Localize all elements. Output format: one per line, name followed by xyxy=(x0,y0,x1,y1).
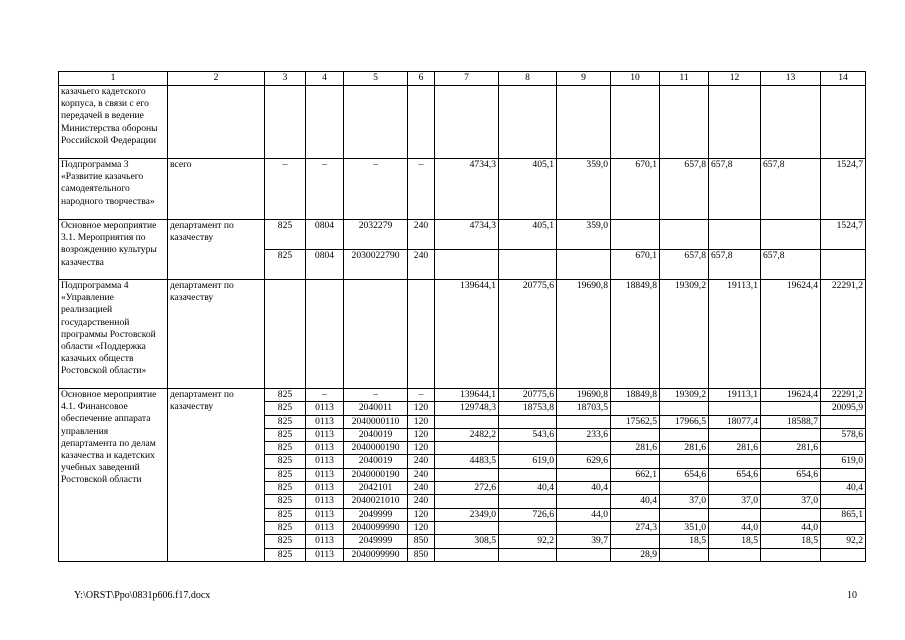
value-cell-10: 17562,5 xyxy=(611,415,660,428)
value-cell-7: 4483,5 xyxy=(435,455,499,468)
header-cell-8: 8 xyxy=(499,72,557,86)
value-cell-5: 2040000190 xyxy=(344,442,408,455)
value-cell-14 xyxy=(821,415,866,428)
value-cell-6: 240 xyxy=(408,250,435,280)
value-cell-7 xyxy=(435,495,499,508)
value-cell-9: 40,4 xyxy=(557,482,611,495)
value-cell-12 xyxy=(709,86,761,159)
value-cell-7: 2482,2 xyxy=(435,428,499,441)
header-cell-7: 7 xyxy=(435,72,499,86)
value-cell-8: 619,0 xyxy=(499,455,557,468)
value-cell-13 xyxy=(761,402,821,415)
value-cell-4: 0113 xyxy=(306,455,344,468)
value-cell-7 xyxy=(435,415,499,428)
value-cell-7 xyxy=(435,468,499,481)
value-cell-3: 825 xyxy=(265,389,306,402)
value-cell-6: 240 xyxy=(408,455,435,468)
value-cell-3: – xyxy=(265,159,306,220)
value-cell-9: 19690,8 xyxy=(557,389,611,402)
header-cell-1: 1 xyxy=(59,72,168,86)
value-cell-13 xyxy=(761,482,821,495)
header-cell-11: 11 xyxy=(660,72,709,86)
value-cell-13 xyxy=(761,220,821,250)
value-cell-3 xyxy=(265,280,306,389)
value-cell-10: 662,1 xyxy=(611,468,660,481)
value-cell-14: 578,6 xyxy=(821,428,866,441)
value-cell-4: 0113 xyxy=(306,468,344,481)
value-cell-8: 726,6 xyxy=(499,508,557,521)
value-cell-5: 2040099990 xyxy=(344,521,408,534)
value-cell-10: 281,6 xyxy=(611,442,660,455)
value-cell-3: 825 xyxy=(265,402,306,415)
value-cell-4 xyxy=(306,86,344,159)
value-cell-12 xyxy=(709,220,761,250)
value-cell-11: 18,5 xyxy=(660,535,709,548)
value-cell-6: 120 xyxy=(408,428,435,441)
header-cell-13: 13 xyxy=(761,72,821,86)
value-cell-5: 2040019 xyxy=(344,455,408,468)
executor-cell: департамент по казачеству xyxy=(168,220,265,280)
header-cell-14: 14 xyxy=(821,72,866,86)
value-cell-9 xyxy=(557,442,611,455)
value-cell-14: 20095,9 xyxy=(821,402,866,415)
value-cell-12 xyxy=(709,428,761,441)
value-cell-7: 129748,3 xyxy=(435,402,499,415)
value-cell-14 xyxy=(821,495,866,508)
value-cell-4: 0113 xyxy=(306,508,344,521)
value-cell-5 xyxy=(344,86,408,159)
value-cell-6: – xyxy=(408,159,435,220)
value-cell-9 xyxy=(557,468,611,481)
value-cell-4: – xyxy=(306,159,344,220)
value-cell-9: 44,0 xyxy=(557,508,611,521)
value-cell-7: 139644,1 xyxy=(435,280,499,389)
value-cell-12: 19113,1 xyxy=(709,389,761,402)
value-cell-12: 657,8 xyxy=(709,159,761,220)
value-cell-10: 18849,8 xyxy=(611,280,660,389)
value-cell-9: 18703,5 xyxy=(557,402,611,415)
value-cell-10 xyxy=(611,535,660,548)
value-cell-14 xyxy=(821,468,866,481)
value-cell-10 xyxy=(611,86,660,159)
value-cell-14 xyxy=(821,548,866,561)
value-cell-14: 92,2 xyxy=(821,535,866,548)
value-cell-6: 120 xyxy=(408,402,435,415)
value-cell-14 xyxy=(821,442,866,455)
value-cell-10: 670,1 xyxy=(611,250,660,280)
value-cell-8 xyxy=(499,250,557,280)
value-cell-9 xyxy=(557,250,611,280)
value-cell-8 xyxy=(499,415,557,428)
value-cell-12 xyxy=(709,548,761,561)
value-cell-9: 39,7 xyxy=(557,535,611,548)
value-cell-4: 0113 xyxy=(306,495,344,508)
value-cell-13: 657,8 xyxy=(761,159,821,220)
value-cell-5: 2042101 xyxy=(344,482,408,495)
value-cell-5: 2049999 xyxy=(344,535,408,548)
value-cell-6: 120 xyxy=(408,415,435,428)
value-cell-7: 139644,1 xyxy=(435,389,499,402)
value-cell-13: 657,8 xyxy=(761,250,821,280)
value-cell-13: 281,6 xyxy=(761,442,821,455)
value-cell-8 xyxy=(499,521,557,534)
value-cell-10 xyxy=(611,508,660,521)
value-cell-8 xyxy=(499,442,557,455)
value-cell-10: 40,4 xyxy=(611,495,660,508)
footer-file-path: Y:\ORST\Ppo\0831p606.f17.docx xyxy=(74,590,211,601)
value-cell-12: 657,8 xyxy=(709,250,761,280)
value-cell-3: 825 xyxy=(265,415,306,428)
value-cell-8: 543,6 xyxy=(499,428,557,441)
value-cell-7: 4734,3 xyxy=(435,159,499,220)
value-cell-3: 825 xyxy=(265,508,306,521)
value-cell-6: 240 xyxy=(408,220,435,250)
value-cell-8: 92,2 xyxy=(499,535,557,548)
value-cell-4: 0113 xyxy=(306,548,344,561)
header-cell-4: 4 xyxy=(306,72,344,86)
value-cell-6 xyxy=(408,280,435,389)
value-cell-14 xyxy=(821,250,866,280)
value-cell-5: 2032279 xyxy=(344,220,408,250)
value-cell-9: 629,6 xyxy=(557,455,611,468)
value-cell-11 xyxy=(660,508,709,521)
value-cell-8 xyxy=(499,495,557,508)
value-cell-3: 825 xyxy=(265,482,306,495)
value-cell-3: 825 xyxy=(265,455,306,468)
value-cell-11 xyxy=(660,548,709,561)
value-cell-10: 670,1 xyxy=(611,159,660,220)
value-cell-12: 654,6 xyxy=(709,468,761,481)
value-cell-3: 825 xyxy=(265,220,306,250)
value-cell-11: 351,0 xyxy=(660,521,709,534)
value-cell-13 xyxy=(761,455,821,468)
header-cell-3: 3 xyxy=(265,72,306,86)
value-cell-11 xyxy=(660,428,709,441)
value-cell-11: 657,8 xyxy=(660,250,709,280)
value-cell-5: 2040000110 xyxy=(344,415,408,428)
value-cell-7: 4734,3 xyxy=(435,220,499,250)
value-cell-12: 44,0 xyxy=(709,521,761,534)
value-cell-14: 1524,7 xyxy=(821,159,866,220)
value-cell-6: 120 xyxy=(408,521,435,534)
header-cell-9: 9 xyxy=(557,72,611,86)
value-cell-7 xyxy=(435,86,499,159)
value-cell-6: 120 xyxy=(408,508,435,521)
header-cell-12: 12 xyxy=(709,72,761,86)
value-cell-12 xyxy=(709,508,761,521)
value-cell-7 xyxy=(435,521,499,534)
header-cell-10: 10 xyxy=(611,72,660,86)
value-cell-11: 17966,5 xyxy=(660,415,709,428)
value-cell-12 xyxy=(709,482,761,495)
value-cell-6: 240 xyxy=(408,482,435,495)
value-cell-4: 0113 xyxy=(306,402,344,415)
value-cell-8: 18753,8 xyxy=(499,402,557,415)
value-cell-7: 2349,0 xyxy=(435,508,499,521)
value-cell-5: 2040019 xyxy=(344,428,408,441)
value-cell-13 xyxy=(761,548,821,561)
value-cell-6: 850 xyxy=(408,548,435,561)
table-row xyxy=(59,159,866,220)
program-name-cell: Основное мероприятие 3.1. Мероприятия по возрождению культуры казачества xyxy=(59,220,168,280)
value-cell-5: 2040000190 xyxy=(344,468,408,481)
value-cell-8: 405,1 xyxy=(499,159,557,220)
value-cell-6 xyxy=(408,86,435,159)
value-cell-13: 37,0 xyxy=(761,495,821,508)
value-cell-13 xyxy=(761,428,821,441)
table-row xyxy=(59,280,866,389)
value-cell-4: 0113 xyxy=(306,535,344,548)
value-cell-4 xyxy=(306,280,344,389)
table-row xyxy=(59,220,866,250)
value-cell-14 xyxy=(821,86,866,159)
value-cell-14: 22291,2 xyxy=(821,280,866,389)
value-cell-13: 18588,7 xyxy=(761,415,821,428)
value-cell-3 xyxy=(265,86,306,159)
value-cell-5: 2040099990 xyxy=(344,548,408,561)
value-cell-3: 825 xyxy=(265,495,306,508)
value-cell-11 xyxy=(660,482,709,495)
value-cell-14: 40,4 xyxy=(821,482,866,495)
program-name-cell: Основное мероприятие 4.1. Финансовое обеспечение аппарата управления департамента по делам казачества и кадетских учебных заведений Ростовской области xyxy=(59,389,168,562)
value-cell-5: 2030022790 xyxy=(344,250,408,280)
value-cell-3: 825 xyxy=(265,250,306,280)
executor-cell: всего xyxy=(168,159,265,220)
value-cell-14: 619,0 xyxy=(821,455,866,468)
value-cell-4: – xyxy=(306,389,344,402)
value-cell-9: 359,0 xyxy=(557,220,611,250)
value-cell-5: 2040021010 xyxy=(344,495,408,508)
value-cell-11 xyxy=(660,220,709,250)
program-table xyxy=(58,71,866,562)
value-cell-10: 28,9 xyxy=(611,548,660,561)
value-cell-7: 272,6 xyxy=(435,482,499,495)
value-cell-12: 281,6 xyxy=(709,442,761,455)
value-cell-11: 19309,2 xyxy=(660,280,709,389)
value-cell-9 xyxy=(557,415,611,428)
value-cell-4: 0113 xyxy=(306,415,344,428)
value-cell-9: 19690,8 xyxy=(557,280,611,389)
program-name-cell: Подпрограмма 3 «Развитие казачьего самодеятельного народного творчества» xyxy=(59,159,168,220)
value-cell-12 xyxy=(709,455,761,468)
value-cell-9 xyxy=(557,495,611,508)
value-cell-11: 281,6 xyxy=(660,442,709,455)
value-cell-8: 405,1 xyxy=(499,220,557,250)
value-cell-14: 22291,2 xyxy=(821,389,866,402)
value-cell-12: 18,5 xyxy=(709,535,761,548)
value-cell-10 xyxy=(611,220,660,250)
value-cell-9 xyxy=(557,86,611,159)
value-cell-11 xyxy=(660,455,709,468)
value-cell-13: 654,6 xyxy=(761,468,821,481)
value-cell-12: 37,0 xyxy=(709,495,761,508)
value-cell-14 xyxy=(821,521,866,534)
value-cell-3: 825 xyxy=(265,548,306,561)
value-cell-10: 18849,8 xyxy=(611,389,660,402)
program-name-cell: Подпрограмма 4 «Управление реализацией государственной программы Ростовской области «Поддержка казачьих обществ Ростовской области» xyxy=(59,280,168,389)
value-cell-7 xyxy=(435,250,499,280)
header-cell-5: 5 xyxy=(344,72,408,86)
value-cell-3: 825 xyxy=(265,468,306,481)
value-cell-11: 19309,2 xyxy=(660,389,709,402)
value-cell-9: 233,6 xyxy=(557,428,611,441)
table-row xyxy=(59,389,866,402)
value-cell-4: 0113 xyxy=(306,442,344,455)
value-cell-3: 825 xyxy=(265,521,306,534)
value-cell-5 xyxy=(344,280,408,389)
value-cell-8: 20775,6 xyxy=(499,389,557,402)
value-cell-3: 825 xyxy=(265,428,306,441)
value-cell-12: 19113,1 xyxy=(709,280,761,389)
value-cell-14: 865,1 xyxy=(821,508,866,521)
value-cell-9: 359,0 xyxy=(557,159,611,220)
value-cell-10 xyxy=(611,428,660,441)
executor-cell: департамент по казачеству xyxy=(168,280,265,389)
value-cell-7 xyxy=(435,548,499,561)
header-row xyxy=(59,72,866,86)
value-cell-11 xyxy=(660,402,709,415)
value-cell-10 xyxy=(611,455,660,468)
value-cell-13: 19624,4 xyxy=(761,280,821,389)
value-cell-7: 308,5 xyxy=(435,535,499,548)
value-cell-5: 2040011 xyxy=(344,402,408,415)
value-cell-8 xyxy=(499,468,557,481)
value-cell-4: 0113 xyxy=(306,428,344,441)
header-cell-2: 2 xyxy=(168,72,265,86)
value-cell-9 xyxy=(557,548,611,561)
value-cell-10: 274,3 xyxy=(611,521,660,534)
value-cell-13: 19624,4 xyxy=(761,389,821,402)
value-cell-11: 657,8 xyxy=(660,159,709,220)
executor-cell: департамент по казачеству xyxy=(168,389,265,562)
value-cell-8 xyxy=(499,86,557,159)
value-cell-11: 654,6 xyxy=(660,468,709,481)
value-cell-11: 37,0 xyxy=(660,495,709,508)
header-cell-6: 6 xyxy=(408,72,435,86)
value-cell-12: 18077,4 xyxy=(709,415,761,428)
value-cell-3: 825 xyxy=(265,535,306,548)
value-cell-6: 850 xyxy=(408,535,435,548)
value-cell-8: 40,4 xyxy=(499,482,557,495)
value-cell-13 xyxy=(761,86,821,159)
value-cell-12 xyxy=(709,402,761,415)
value-cell-14: 1524,7 xyxy=(821,220,866,250)
value-cell-4: 0113 xyxy=(306,482,344,495)
value-cell-13: 44,0 xyxy=(761,521,821,534)
value-cell-6: 240 xyxy=(408,495,435,508)
value-cell-5: – xyxy=(344,389,408,402)
table-row xyxy=(59,86,866,159)
value-cell-5: 2049999 xyxy=(344,508,408,521)
value-cell-7 xyxy=(435,442,499,455)
value-cell-4: 0113 xyxy=(306,521,344,534)
value-cell-8: 20775,6 xyxy=(499,280,557,389)
value-cell-4: 0804 xyxy=(306,220,344,250)
value-cell-3: 825 xyxy=(265,442,306,455)
program-name-cell: казачьего кадетского корпуса, в связи с его передачей в ведение Министерства обороны Российской Федерации xyxy=(59,86,168,159)
value-cell-5: – xyxy=(344,159,408,220)
value-cell-11 xyxy=(660,86,709,159)
value-cell-10 xyxy=(611,402,660,415)
footer-page-number: 10 xyxy=(847,590,857,601)
value-cell-6: – xyxy=(408,389,435,402)
value-cell-9 xyxy=(557,521,611,534)
value-cell-10 xyxy=(611,482,660,495)
value-cell-13 xyxy=(761,508,821,521)
value-cell-13: 18,5 xyxy=(761,535,821,548)
executor-cell xyxy=(168,86,265,159)
value-cell-6: 240 xyxy=(408,468,435,481)
value-cell-4: 0804 xyxy=(306,250,344,280)
value-cell-8 xyxy=(499,548,557,561)
value-cell-6: 120 xyxy=(408,442,435,455)
